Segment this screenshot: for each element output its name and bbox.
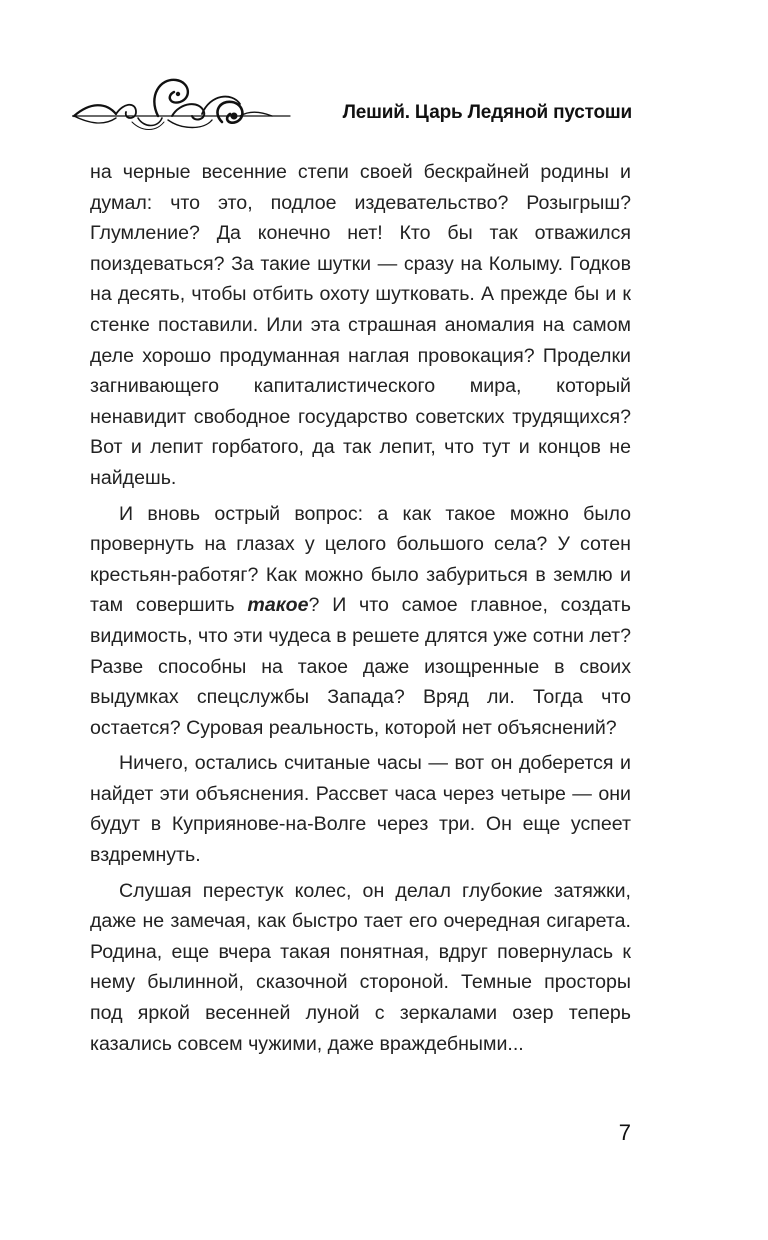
- paragraph-2: [90, 499, 631, 744]
- paragraph-2-end: ? И что самое главное, создать видимость, что эти чудеса в решете длятся уже сотни лет? Разве способны на такое даже изощренные в своих выдумках спецслужбы Запада? Вряд ли. Тогда что остается? Суровая реальность, которой нет объяснений?: [90, 594, 631, 739]
- body-text: [90, 157, 631, 1059]
- page-number: 7: [618, 1120, 631, 1145]
- emphasized-word: такое: [247, 594, 309, 617]
- running-title: Леший. Царь Ледяной пустоши: [342, 102, 632, 123]
- paragraph-2-start: И вновь острый вопрос: а как такое можно было провернуть на глазах у целого большого села? У сотен крестьян-работяг? Как можно было забуриться в землю и там совершить: [90, 502, 631, 617]
- flourish-ornament-icon: [72, 72, 292, 138]
- paragraph-4: Слушая перестук колес, он делал глубокие затяжки, даже не замечая, как быстро тает его очередная сигарета. Родина, еще вчера такая понятная, вдруг повернулась к нему былинной, сказочной стороной. Темные просторы под яркой весенней луной с зеркалами озер теперь казались совсем чужими, даже враждебными...: [90, 879, 631, 1055]
- paragraph-3: Ничего, остались считаные часы — вот он доберется и найдет эти объяснения. Рассвет часа через четыре — они будут в Куприянове-на-Волге через три. Он еще успеет вздремнуть.: [90, 752, 631, 867]
- paragraph-1: на черные весенние степи своей бескрайней родины и думал: что это, подлое издевательство? Розыгрыш? Глумление? Да конечно нет! Кто бы так отважился поиздеваться? За такие шутки — сразу на Колыму. Годков на десять, чтобы отбить охоту шутковать. А прежде бы и к стенке поставили. Или эта страшная аномалия на самом деле хорошо продуманная наглая провокация? Проделки загнивающего капиталистического мира, который ненавидит свободное государство советских трудящихся? Вот и лепит горбатого, да так лепит, что тут и концов не найдешь.: [90, 161, 631, 489]
- page-header: [72, 72, 632, 138]
